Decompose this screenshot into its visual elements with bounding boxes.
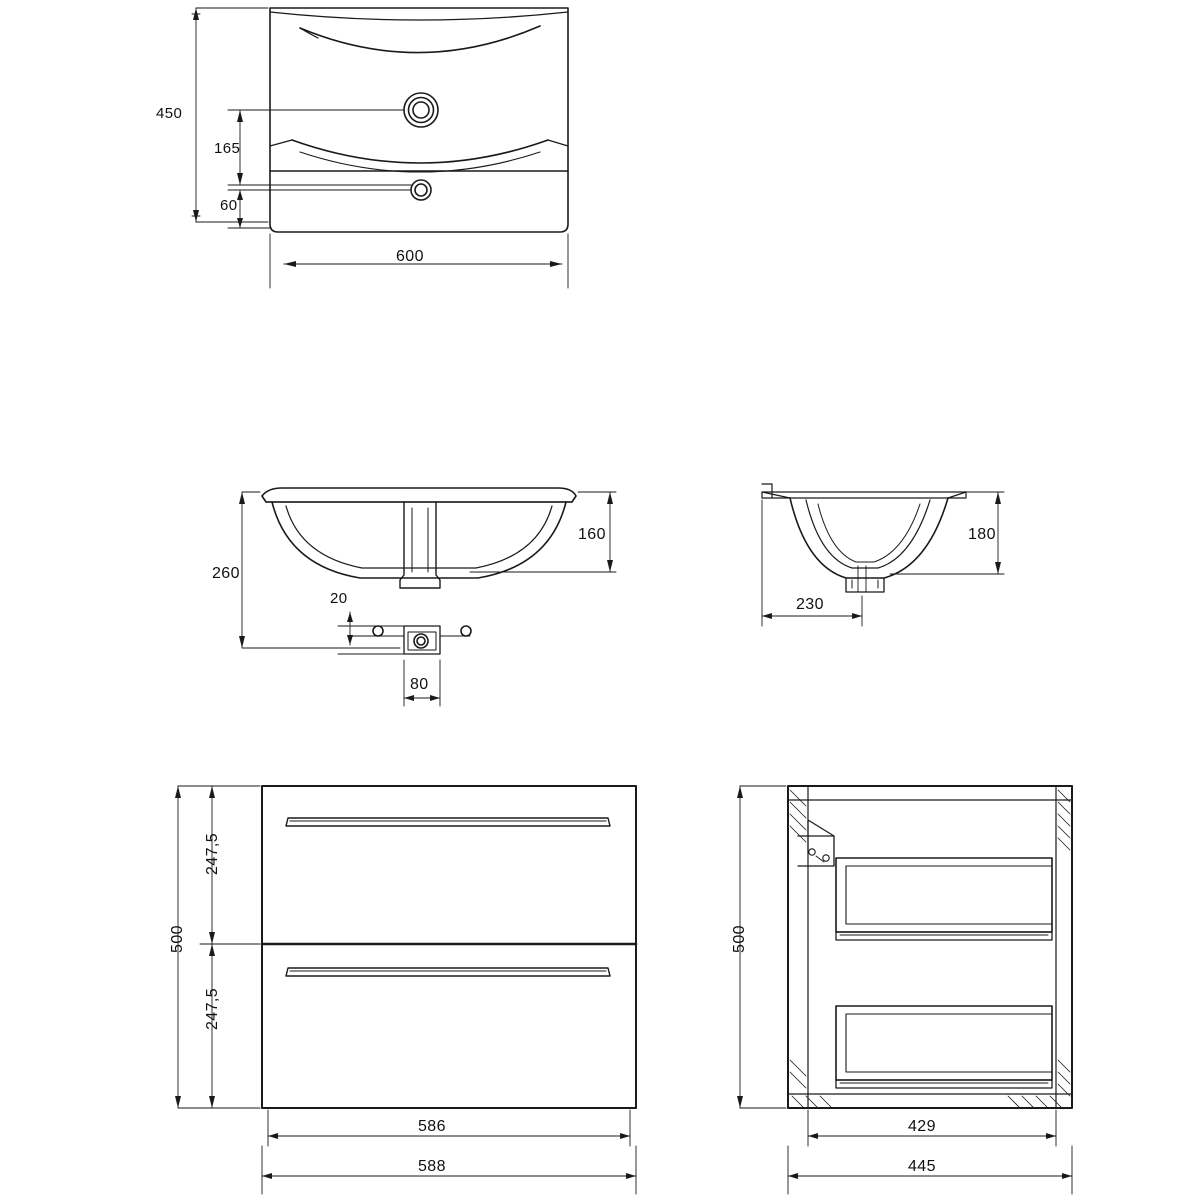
dim-label-basin-front-20: 20 bbox=[330, 590, 348, 607]
dim-label-basin-top-tap-165: 165 bbox=[214, 140, 241, 157]
dim-label-cabinet-front-588: 588 bbox=[418, 1158, 446, 1175]
dim-label-cabinet-front-drawer-bottom-247-5: 247,5 bbox=[204, 987, 221, 1031]
view-basin-side-geometry bbox=[762, 484, 966, 592]
dim-label-basin-front-260: 260 bbox=[212, 565, 240, 582]
dim-label-basin-front-80: 80 bbox=[410, 676, 429, 693]
view-cabinet-side-geometry bbox=[788, 786, 1072, 1108]
dim-label-cabinet-front-586: 586 bbox=[418, 1118, 446, 1135]
dim-label-basin-side-180: 180 bbox=[968, 526, 996, 543]
dim-label-basin-front-160: 160 bbox=[578, 526, 606, 543]
dim-label-basin-top-waste-60: 60 bbox=[220, 197, 238, 214]
dim-label-cabinet-front-500: 500 bbox=[169, 925, 186, 953]
dim-label-basin-top-width-600: 600 bbox=[396, 248, 424, 265]
view-cabinet-front-geometry bbox=[262, 786, 636, 1108]
view-basin-top-geometry bbox=[270, 8, 568, 232]
view-cabinet-front-dimensions bbox=[175, 786, 636, 1194]
dim-label-basin-side-230: 230 bbox=[796, 596, 824, 613]
dim-label-basin-top-height-450: 450 bbox=[156, 105, 183, 122]
view-basin-front-geometry bbox=[262, 488, 576, 654]
dim-label-cabinet-front-drawer-top-247-5: 247,5 bbox=[204, 832, 221, 876]
dim-label-cabinet-side-429: 429 bbox=[908, 1118, 936, 1135]
dim-label-cabinet-side-500: 500 bbox=[731, 925, 748, 953]
dim-label-cabinet-side-445: 445 bbox=[908, 1158, 936, 1175]
